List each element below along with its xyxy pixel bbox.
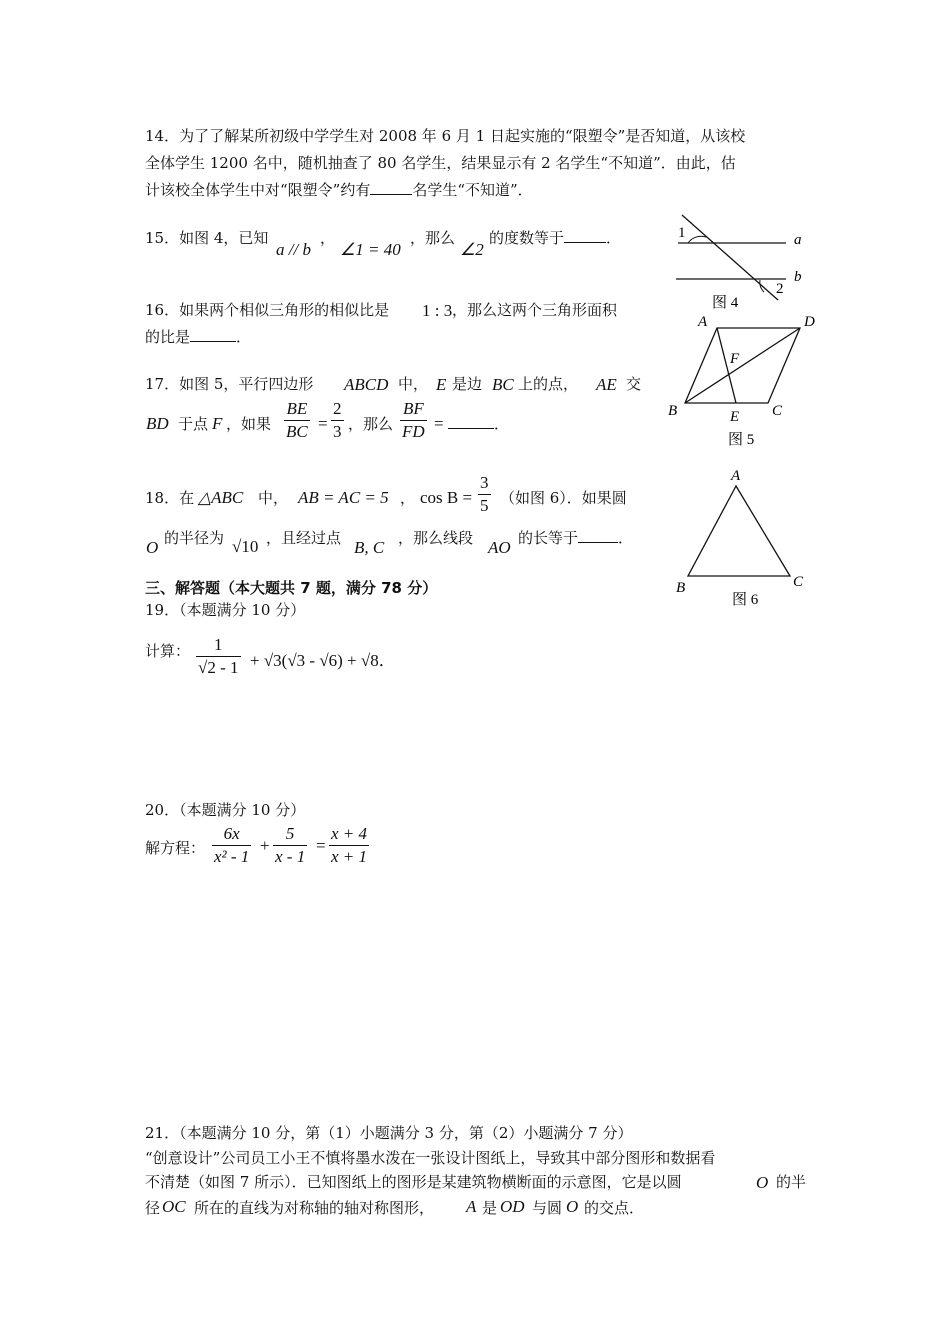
q14-line1: 14．为了了解某所初级中学学生对 2008 年 6 月 1 日起实施的“限塑令”是否知道，从该校 [145, 127, 746, 145]
q17-fraction-2-3 [331, 398, 344, 443]
q15-end: ． [606, 229, 622, 247]
q17-text-f: 于点 [178, 415, 209, 433]
q17-math-abcd: ABCD [344, 375, 389, 394]
q17-frac1-num: BE [284, 398, 310, 421]
q18-text-a: 18．在 [145, 489, 195, 507]
q20-eq: = [316, 836, 326, 855]
q14-text-a: 计该校全体学生中对“限塑令”约有 [145, 181, 371, 199]
q17-frac2-den: 3 [333, 422, 342, 441]
q18-text-h [518, 528, 633, 548]
q17-fraction-be-bc [284, 398, 310, 443]
fig6-caption: 图 6 [732, 592, 759, 608]
q18-math-cos: cos B = [420, 488, 473, 507]
q18-text-b: 中， [258, 489, 289, 507]
q21-line2 [145, 1172, 682, 1192]
q17-math-f: F [212, 414, 223, 433]
q16-text-c: 的比是 [145, 328, 191, 346]
q15-comma1: ， [320, 229, 336, 247]
q21-line3-c: 是 [482, 1199, 498, 1217]
fig4-label-b: b [794, 269, 802, 285]
fig5-caption: 图 5 [728, 432, 755, 448]
fig4-angle1-arc [688, 236, 706, 243]
q14-line2: 全体学生 1200 名中，随机抽查了 80 名学生，结果显示有 2 名学生“不知道”．由此，估 [145, 154, 736, 172]
q17-frac3-num: BF [400, 398, 427, 421]
q17-text-b: 中， [398, 375, 429, 393]
q19-heading: 19．（本题满分 10 分） [145, 601, 306, 619]
fig4-transversal [682, 215, 778, 300]
q17-math-bd: BD [146, 414, 169, 433]
q21-math-od: OD [500, 1197, 525, 1216]
q19-frac-num: 1 [196, 634, 241, 657]
q16-math-ratio: 1 : 3 [422, 301, 453, 320]
q21-line3-e: 的交点． [584, 1199, 645, 1217]
fig4-label-a: a [794, 232, 802, 248]
q16-line2 [145, 327, 251, 347]
q19-frac-den: √2 - 1 [198, 658, 239, 677]
q19-expression [250, 646, 396, 671]
q17-frac1-den: BC [286, 422, 308, 441]
q17-eq1: = [318, 414, 328, 433]
q21-math-a: A [466, 1197, 477, 1216]
figure-4 [668, 210, 818, 310]
q18-text-e: 的半径为 [164, 529, 225, 547]
q17-math-bc: BC [492, 375, 514, 394]
fig6-triangle [688, 486, 790, 576]
fig5-label-c: C [772, 403, 783, 419]
q15-text-b [489, 228, 621, 248]
figure-5 [660, 310, 825, 452]
q17-frac3-den: FD [402, 422, 425, 441]
q21-math-o1: O [756, 1173, 769, 1192]
fig6-label-c: C [793, 574, 804, 590]
q15-math-angle2: ∠2 [460, 240, 484, 259]
q18-math-triangle: △ABC [198, 488, 244, 507]
q21-line2-end: 的半 [776, 1173, 807, 1191]
q20-f2-den: x - 1 [275, 847, 306, 866]
q14-line3 [145, 180, 533, 200]
fig4-label-1: 1 [678, 225, 686, 241]
fig5-label-d: D [804, 314, 815, 330]
q17-answer-blank[interactable] [448, 414, 494, 429]
q17-frac2-num: 2 [331, 398, 344, 421]
q15-math-parallel: a // b [276, 240, 311, 259]
q20-fraction3 [329, 823, 369, 868]
q21-line3-a: 径 [145, 1199, 161, 1217]
q15-answer-blank[interactable] [564, 228, 606, 243]
q17-text-h: ，那么 [348, 415, 394, 433]
section3-title: 三、解答题（本大题共 7 题，满分 78 分） [145, 579, 438, 597]
q17-math-ae: AE [596, 375, 617, 394]
q20-plus: + [260, 836, 270, 855]
q17-text-c: 是边 [452, 375, 483, 393]
q21-heading: 21．（本题满分 10 分，第（1）小题满分 3 分，第（2）小题满分 7 分） [145, 1124, 633, 1142]
q20-f2-num: 5 [273, 823, 307, 846]
fig5-label-f: F [730, 351, 740, 367]
q16-answer-blank[interactable] [190, 327, 236, 342]
q16-text-a: 16．如果两个相似三角形的相似比是 [145, 301, 390, 319]
q21-math-o2: O [566, 1197, 579, 1216]
q20-f1-den: x² - 1 [214, 847, 250, 866]
q21-line1: “创意设计”公司员工小王不慎将墨水泼在一张设计图纸上，导致其中部分图形和数据看 [145, 1149, 716, 1167]
q16-end: ． [236, 328, 252, 346]
q20-f1-num: 6x [212, 823, 251, 846]
fig4-label-2: 2 [776, 281, 784, 297]
q18-math-ao: AO [488, 538, 511, 557]
q15-text-a: 15．如图 4，已知 [145, 229, 269, 247]
q18-end: ． [618, 529, 634, 547]
q18-frac-den: 5 [480, 496, 489, 515]
fig5-diagonal-bd [685, 328, 800, 403]
q18-math-o: O [146, 538, 159, 557]
q18-frac-num: 3 [478, 472, 491, 495]
q20-heading: 20．（本题满分 10 分） [145, 801, 306, 819]
q15-math-angle1: ∠1 = 40 [340, 240, 401, 259]
fig5-label-a: A [698, 314, 708, 330]
q17-end: ． [494, 415, 510, 433]
q21-math-oc: OC [162, 1197, 186, 1216]
q18-math-ab-ac: AB = AC = 5 [298, 488, 389, 507]
q18-text-f: ，且经过点 [266, 529, 342, 547]
figure-6 [668, 462, 818, 612]
q17-eq2: = [434, 414, 444, 433]
q20-label: 解方程： [145, 839, 206, 857]
q17-math-e: E [436, 375, 447, 394]
fig4-caption: 图 4 [712, 295, 739, 310]
q19-label: 计算： [145, 642, 191, 660]
q20-fraction2 [273, 823, 307, 868]
q20-f3-den: x + 1 [331, 847, 368, 866]
q18-text-d: （如图 6）．如果圆 [500, 489, 627, 507]
q21-line2-text: 不清楚（如图 7 所示）．已知图纸上的图形是某建筑物横断面的示意图，它是以圆 [145, 1173, 682, 1191]
q17-text-e: 交 [626, 375, 642, 393]
q14-answer-blank[interactable] [370, 180, 412, 195]
q19-rest: + √3(√3 - √6) + √8 [250, 651, 379, 670]
fig6-label-a: A [731, 468, 741, 484]
fig5-label-e: E [730, 409, 740, 425]
q20-fraction1 [212, 823, 251, 868]
q18-math-bc: B, C [354, 538, 385, 557]
q18-text-length: 的长等于 [518, 529, 579, 547]
q17-answer [448, 414, 509, 434]
q17-fraction-bf-fd [400, 398, 427, 443]
q19-fraction [196, 634, 241, 679]
q18-fraction-3-5 [478, 472, 491, 517]
q20-f3-num: x + 4 [329, 823, 369, 846]
fig5-label-b: B [668, 403, 678, 419]
q19-end: ． [378, 651, 396, 670]
q14-text-b: 名学生“不知道”． [412, 181, 533, 199]
q18-text-g: ，那么线段 [398, 529, 474, 547]
fig6-label-b: B [676, 580, 686, 596]
q18-answer-blank[interactable] [578, 528, 618, 543]
q17-text-a: 17．如图 5，平行四边形 [145, 375, 314, 393]
q21-line3-d: 与圆 [532, 1199, 563, 1217]
q18-text-c: ， [400, 489, 416, 507]
q17-text-g: ，如果 [226, 415, 272, 433]
q17-text-d: 上的点， [518, 375, 579, 393]
q18-math-sqrt10: √10 [232, 537, 259, 556]
q16-text-b: ，那么这两个三角形面积 [452, 301, 618, 319]
q21-line3-b: 所在的直线为对称轴的轴对称图形， [194, 1199, 435, 1217]
q15-text-then: ，那么 [410, 229, 456, 247]
q15-text-degree: 的度数等于 [489, 229, 565, 247]
